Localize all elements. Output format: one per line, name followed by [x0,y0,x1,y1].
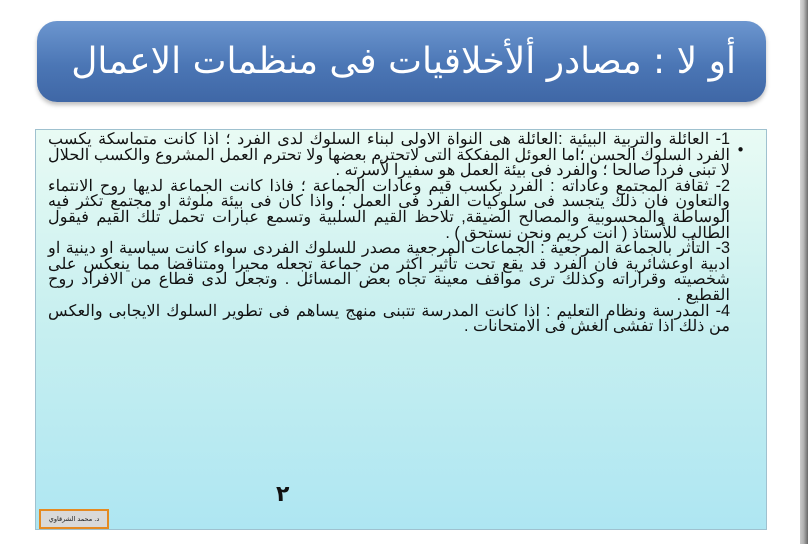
paragraph-2: 2- ثقافة المجتمع وعاداته : الفرد يكسب قيم وعادات الجماعة ؛ فاذا كانت الجماعة لديها روح الانتماء والتعاون فان ذلك يتجسد فى سلوكيات الفرد فى العمل ؛ واذا كان فى بيئة ملوثة او مجتمع تكثر فيه الوساطة والمحسوبية والمصالح الضيقة, تلاحظ القيم السلبية وتسمع عبارات تحمل تلك القيم فيقول الطالب للأستاذ ( انت كريم ونحن نستحق ) . [48,176,730,242]
right-edge-rail [800,0,808,544]
content-panel [35,129,767,530]
paragraph-3: 3- التأثر بالجماعة المرجعية : الجماعات المرجعية مصدر للسلوك الفردى سواء كانت سياسية او دينية او ادبية اوعشائرية فان الفرد قد يقع تحت تأثير اكثر من جماعة تجعله محيرا ومتناقضا مما ينعكس على شخصيته وقراراته وكذلك ترى مواقف معينة تجاه بعض المسائل . وتجعل لدى قطاع من الافراد روح القطيع . [48,239,730,304]
paragraph-1: 1- العائلة والتربية البيئية :العائلة هى النواة الاولى لبناء السلوك لدى الفرد ؛ اذا كانت متماسكة يكسب الفرد السلوك الحسن ؛اما العوئل المفككة التى لاتحترم بعضها ولا تحترم العمل المشروع والكسب الحلال لا تبنى فردا صالحا ؛ والفرد فى بيئة العمل هو سفيرا لأسرته . [48,130,730,180]
paragraph-4: 4- المدرسة ونظام التعليم : اذا كانت المدرسة تتبنى منهج يساهم فى تطوير السلوك الايجابى والعكس من ذلك اذا تفشى الغش فى الامتحانات . [48,301,730,336]
title-banner [37,21,766,102]
body-text [48,132,730,335]
author-tag [39,509,109,529]
bullet-marker: • [736,141,745,159]
page-number: ٢ [276,482,290,507]
right-edge-shade [800,0,808,544]
author-name: د. محمد الشرقاوي [48,515,100,523]
slide-title: أو لا : مصادر ألأخلاقيات فى منظمات الاعمال [71,40,736,82]
